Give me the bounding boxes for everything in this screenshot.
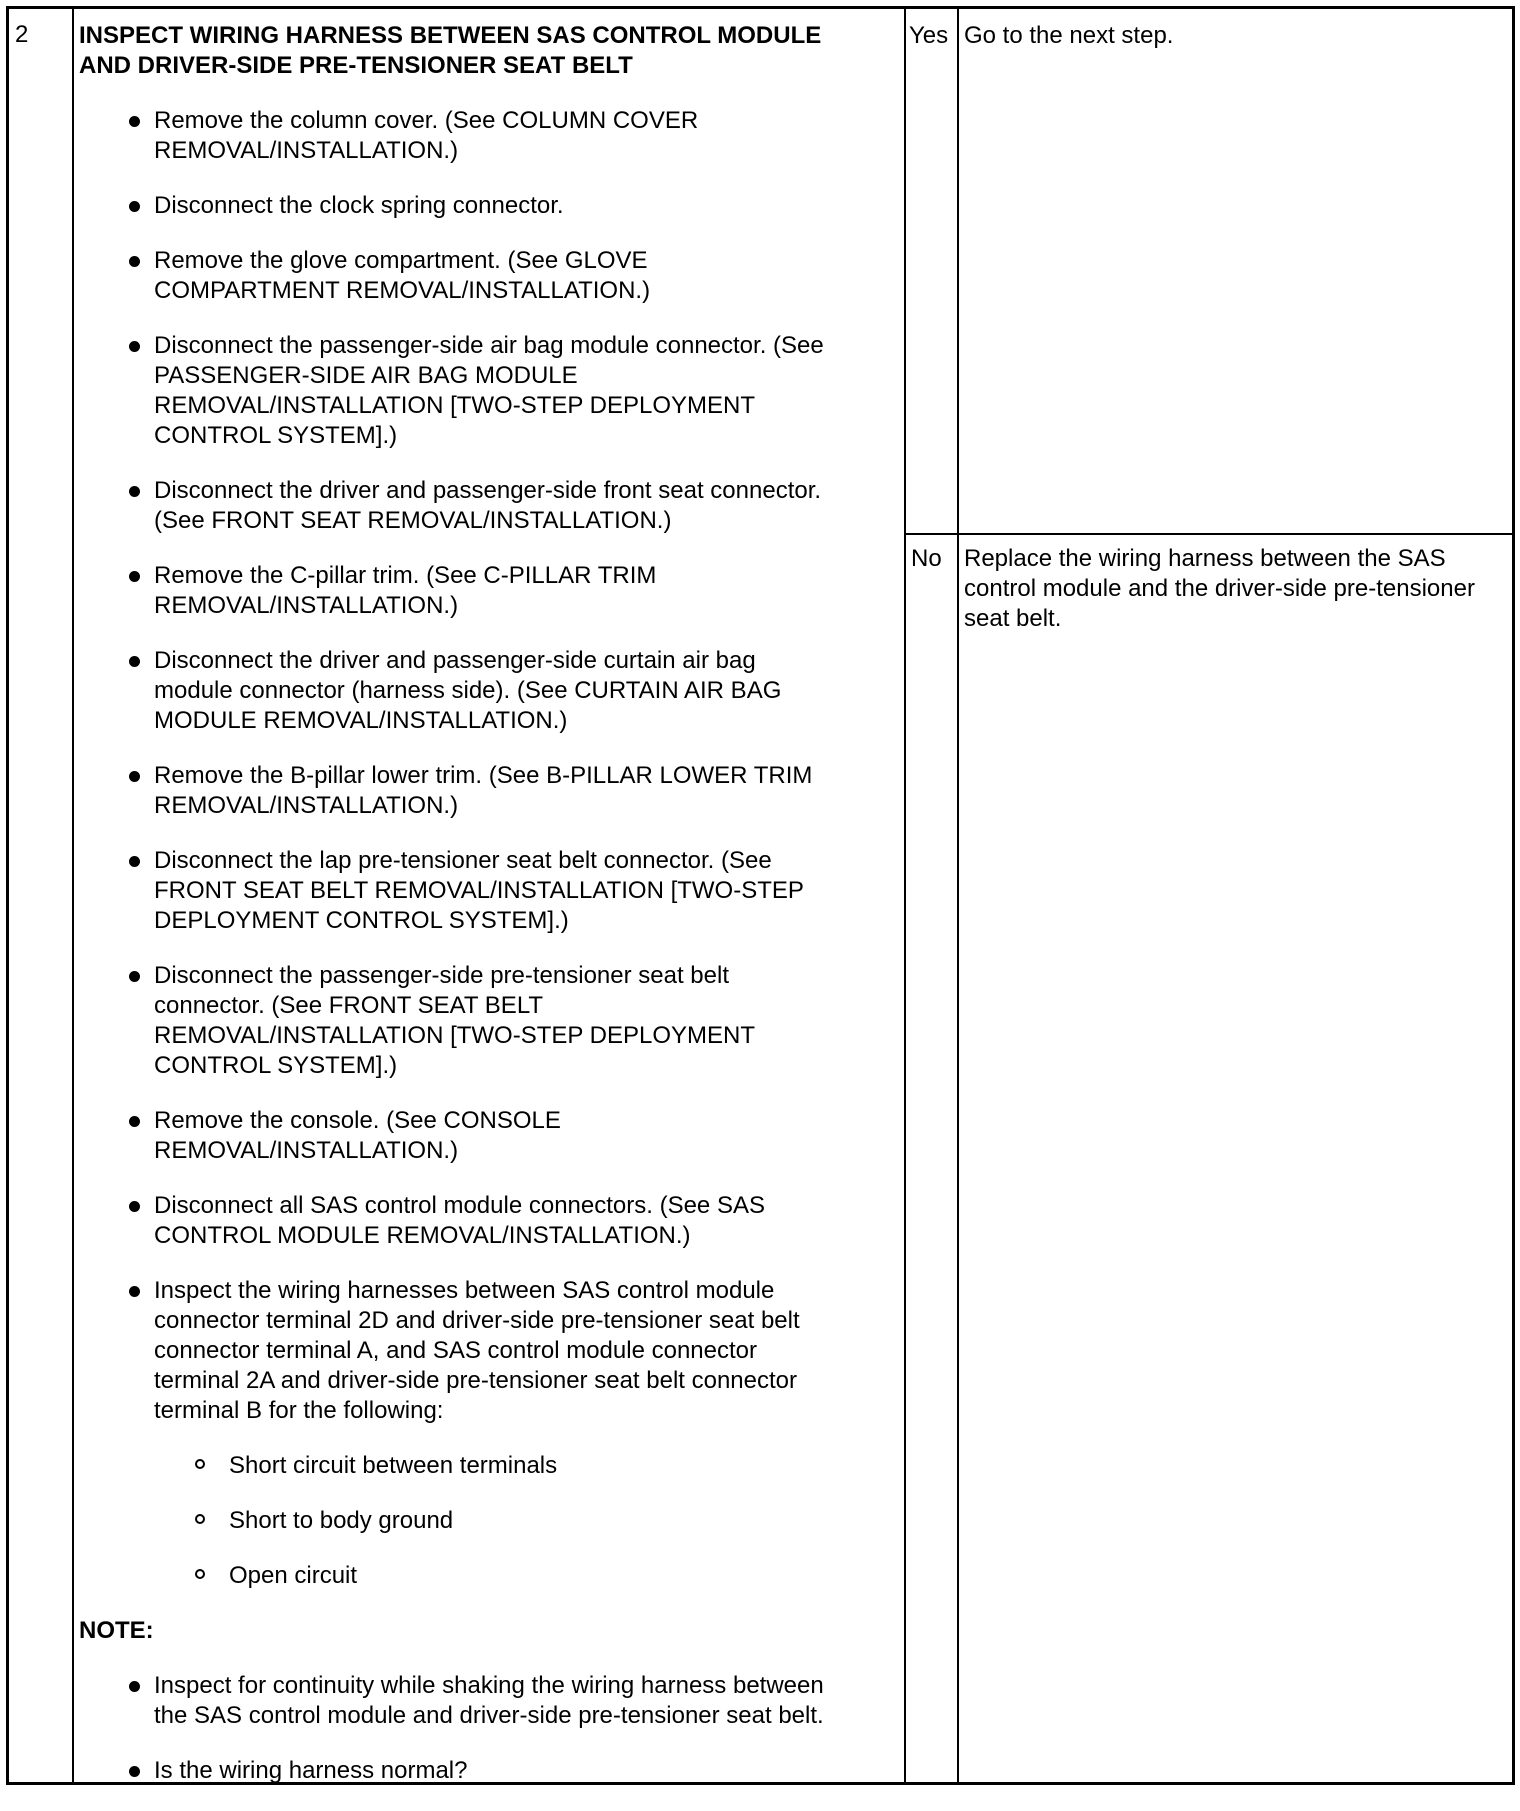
procedure-line: CONTROL SYSTEM].) — [154, 1052, 398, 1079]
procedure-line: Remove the column cover. (See COLUMN COVER — [154, 107, 699, 134]
column-divider-result — [904, 9, 906, 1782]
procedure-line: FRONT SEAT BELT REMOVAL/INSTALLATION [TWO-STEP — [154, 877, 804, 904]
inspect-sub-text: Short circuit between terminals — [229, 1452, 558, 1479]
procedure-line: PASSENGER-SIDE AIR BAG MODULE — [154, 362, 578, 389]
result-yes-label: Yes — [909, 22, 949, 49]
bullet-icon — [129, 116, 140, 127]
procedure-item — [79, 846, 879, 936]
procedure-line: module connector (harness side). (See CURTAIN AIR BAG — [154, 677, 782, 704]
procedure-line: CONTROL MODULE REMOVAL/INSTALLATION.) — [154, 1222, 691, 1249]
bullet-icon — [129, 1116, 140, 1127]
note-list — [79, 1671, 879, 1786]
inspect-sub-text: Short to body ground — [229, 1507, 454, 1534]
procedure-line: COMPARTMENT REMOVAL/INSTALLATION.) — [154, 277, 651, 304]
procedure-item — [79, 646, 879, 736]
inspect-sub-list — [154, 1451, 879, 1591]
procedure-line: Disconnect the driver and passenger-side curtain air bag — [154, 647, 756, 674]
hollow-bullet-icon — [195, 1569, 205, 1579]
procedure-item — [79, 1106, 879, 1166]
procedure-item — [79, 1191, 879, 1251]
bullet-icon — [129, 201, 140, 212]
procedure-line: Disconnect all SAS control module connectors. (See SAS — [154, 1192, 765, 1219]
result-yes-action-line: Go to the next step. — [964, 22, 1174, 49]
step-title — [79, 21, 879, 81]
step-number: 2 — [15, 21, 29, 48]
note-line: the SAS control module and driver-side pre-tensioner seat belt. — [154, 1702, 824, 1729]
procedure-line: Disconnect the passenger-side pre-tensioner seat belt — [154, 962, 729, 989]
procedure-line: Disconnect the clock spring connector. — [154, 192, 564, 219]
bullet-icon — [129, 1201, 140, 1212]
note-item — [79, 1756, 879, 1786]
procedure-line: Remove the console. (See CONSOLE — [154, 1107, 561, 1134]
column-divider-step — [72, 9, 74, 1782]
procedure-line: REMOVAL/INSTALLATION [TWO-STEP DEPLOYMENT — [154, 392, 755, 419]
result-yes-action — [964, 21, 1514, 51]
bullet-icon — [129, 486, 140, 497]
inspect-line: terminal 2A and driver-side pre-tensioner seat belt connector — [154, 1367, 798, 1394]
procedure-line: Disconnect the driver and passenger-side front seat connector. — [154, 477, 822, 504]
procedure-item — [79, 331, 879, 451]
bullet-icon — [129, 256, 140, 267]
inspect-line: Inspect the wiring harnesses between SAS control module — [154, 1277, 775, 1304]
diagnostic-step-table — [6, 6, 1515, 1785]
procedure-list — [79, 106, 879, 1591]
procedure-line: DEPLOYMENT CONTROL SYSTEM].) — [154, 907, 569, 934]
inspect-item — [79, 1276, 879, 1591]
procedure-line: connector. (See FRONT SEAT BELT — [154, 992, 544, 1019]
inspect-line: connector terminal 2D and driver-side pre-tensioner seat belt — [154, 1307, 800, 1334]
procedure-line: REMOVAL/INSTALLATION.) — [154, 592, 459, 619]
procedure-line: Disconnect the passenger-side air bag module connector. (See — [154, 332, 824, 359]
bullet-icon — [129, 1286, 140, 1297]
bullet-icon — [129, 1681, 140, 1692]
procedure-line: Remove the C-pillar trim. (See C-PILLAR TRIM — [154, 562, 657, 589]
procedure-line: CONTROL SYSTEM].) — [154, 422, 398, 449]
procedure-item — [79, 246, 879, 306]
step-title-line: INSPECT WIRING HARNESS BETWEEN SAS CONTROL MODULE — [79, 22, 822, 49]
note-item — [79, 1671, 879, 1731]
procedure-line: REMOVAL/INSTALLATION.) — [154, 792, 459, 819]
procedure-line: MODULE REMOVAL/INSTALLATION.) — [154, 707, 568, 734]
column-divider-action — [957, 9, 959, 1782]
inspect-sub-item — [154, 1451, 879, 1481]
bullet-icon — [129, 341, 140, 352]
inspect-sub-item — [154, 1561, 879, 1591]
bullet-icon — [129, 656, 140, 667]
procedure-cell — [79, 21, 879, 1811]
procedure-line: REMOVAL/INSTALLATION [TWO-STEP DEPLOYMENT — [154, 1022, 755, 1049]
step-title-line: AND DRIVER-SIDE PRE-TENSIONER SEAT BELT — [79, 52, 633, 79]
procedure-item — [79, 191, 879, 221]
procedure-line: REMOVAL/INSTALLATION.) — [154, 137, 459, 164]
note-line: Inspect for continuity while shaking the wiring harness between — [154, 1672, 824, 1699]
inspect-sub-item — [154, 1506, 879, 1536]
procedure-line: Remove the B-pillar lower trim. (See B-PILLAR LOWER TRIM — [154, 762, 813, 789]
procedure-line: REMOVAL/INSTALLATION.) — [154, 1137, 459, 1164]
hollow-bullet-icon — [195, 1459, 205, 1469]
bullet-icon — [129, 571, 140, 582]
result-no-label: No — [911, 545, 942, 572]
procedure-line: (See FRONT SEAT REMOVAL/INSTALLATION.) — [154, 507, 672, 534]
result-row-divider — [905, 533, 1512, 535]
inspect-line: connector terminal A, and SAS control module connector — [154, 1337, 757, 1364]
bullet-icon — [129, 856, 140, 867]
note-line: Is the wiring harness normal? — [154, 1757, 468, 1784]
inspect-sub-text: Open circuit — [229, 1562, 358, 1589]
result-no-action-line: control module and the driver-side pre-tensioner — [964, 575, 1475, 602]
procedure-item — [79, 476, 879, 536]
result-no-action-line: seat belt. — [964, 605, 1062, 632]
result-no-action — [964, 544, 1514, 634]
procedure-item — [79, 761, 879, 821]
bullet-icon — [129, 771, 140, 782]
procedure-item — [79, 961, 879, 1081]
result-no-action-line: Replace the wiring harness between the SAS — [964, 545, 1446, 572]
procedure-item — [79, 561, 879, 621]
bullet-icon — [129, 971, 140, 982]
hollow-bullet-icon — [195, 1514, 205, 1524]
procedure-line: Disconnect the lap pre-tensioner seat belt connector. (See — [154, 847, 772, 874]
procedure-line: Remove the glove compartment. (See GLOVE — [154, 247, 648, 274]
bullet-icon — [129, 1766, 140, 1777]
procedure-item — [79, 106, 879, 166]
inspect-line: terminal B for the following: — [154, 1397, 444, 1424]
note-label: NOTE: — [79, 1617, 154, 1644]
